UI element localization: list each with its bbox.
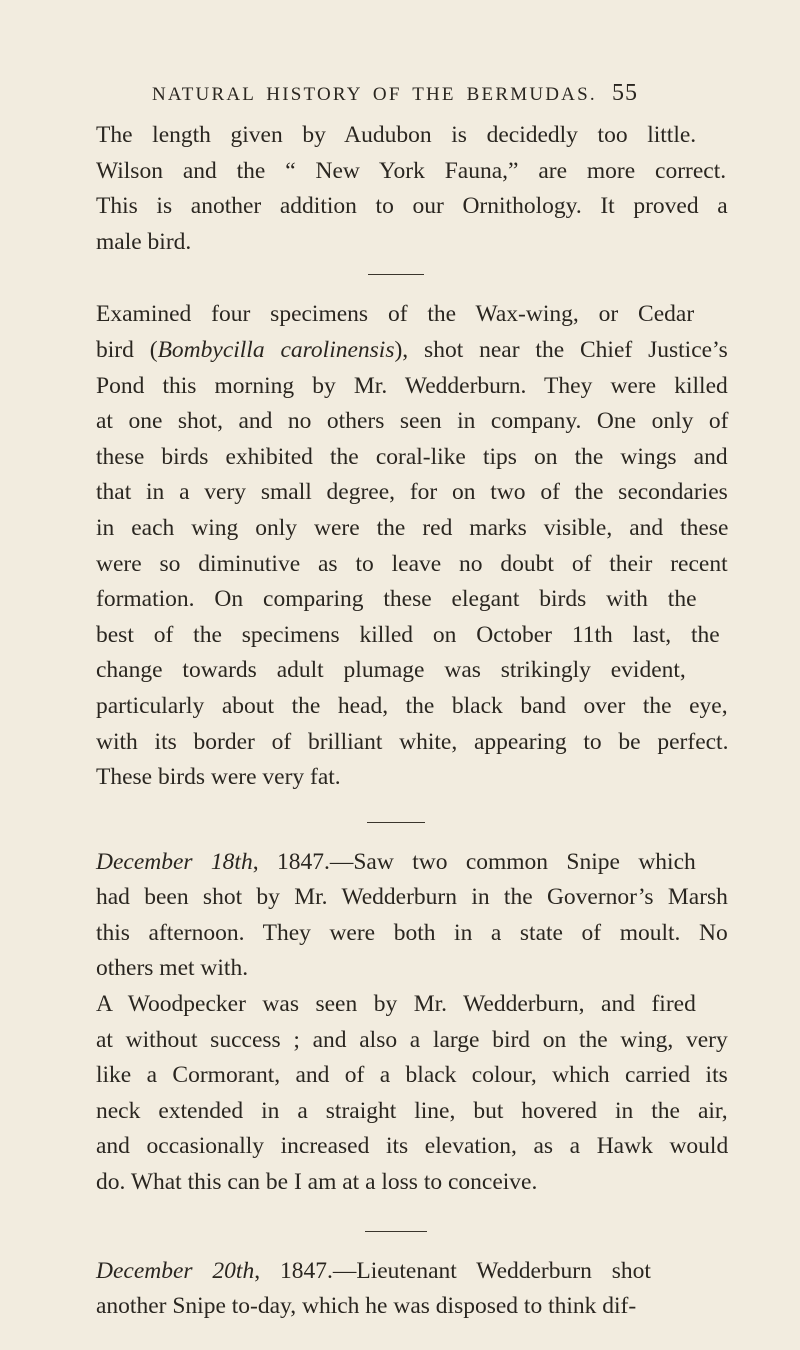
running-head [0, 80, 800, 114]
text-line: in each wing only were the red marks visible, and these [96, 514, 729, 541]
text-line: these birds exhibited the coral-like tips on the wings and [96, 443, 728, 470]
text-line: Examined four specimens of the Wax-wing, or Cedar [96, 301, 695, 328]
text-line: These birds were very fat. [96, 764, 341, 791]
text-line: This is another addition to our Ornithology. It proved a [96, 193, 728, 220]
text-line: Wilson and the “ New York Fauna,” are more correct. [96, 157, 727, 184]
text-line: formation. On comparing these elegant birds with the [96, 586, 697, 613]
page-number: 55 [612, 80, 638, 106]
paragraph-5 [64, 1254, 728, 1325]
section-rule [368, 274, 424, 275]
paragraph-2 [64, 297, 728, 795]
text-line: at one shot, and no others seen in company. One only of [96, 408, 729, 435]
text-line: A Woodpecker was seen by Mr. Wedderburn, and fired [96, 991, 696, 1018]
text-line: The length given by Audubon is decidedly too little. [96, 122, 697, 148]
paragraph-4 [64, 987, 728, 1201]
text-line: another Snipe to-day, which he was disposed to think dif- [96, 1293, 637, 1320]
text-line: with its border of brilliant white, appearing to be perfect. [96, 728, 729, 755]
text-line: neck extended in a straight line, but hovered in the air, [96, 1097, 728, 1124]
text-line: bird (Bombycilla carolinensis), shot near the Chief Justice’s [96, 336, 728, 363]
text-line: that in a very small degree, for on two of the secondaries [96, 479, 728, 506]
text-line: particularly about the head, the black band over the eye, [96, 692, 728, 719]
paragraph-3 [64, 845, 728, 987]
text-line: male bird. [96, 228, 192, 255]
text-line: December 20th, 1847.—Lieutenant Wedderburn shot [96, 1257, 651, 1284]
text-line: best of the specimens killed on October 11th last, the [96, 621, 720, 648]
text-line: were so diminutive as to leave no doubt of their recent [96, 550, 728, 577]
text-line: had been shot by Mr. Wedderburn in the Governor’s Marsh [96, 884, 728, 911]
body-text [64, 118, 728, 1325]
section-rule [365, 1231, 427, 1232]
text-line: December 18th, 1847.—Saw two common Snipe which [96, 848, 696, 875]
section-rule [367, 822, 425, 823]
text-line: like a Cormorant, and of a black colour, which carried its [96, 1062, 728, 1089]
text-line: change towards adult plumage was strikingly evident, [96, 657, 686, 684]
text-line: at without success ; and also a large bird on the wing, very [96, 1026, 728, 1053]
paragraph-1 [64, 118, 728, 260]
running-title: NATURAL HISTORY OF THE BERMUDAS. [152, 84, 597, 105]
text-line: others met with. [96, 955, 249, 982]
text-line: this afternoon. They were both in a state of moult. No [96, 919, 728, 946]
text-line: do. What this can be I am at a loss to conceive. [96, 1169, 538, 1196]
text-line: and occasionally increased its elevation, as a Hawk would [96, 1133, 729, 1160]
text-line: Pond this morning by Mr. Wedderburn. They were killed [96, 372, 728, 399]
